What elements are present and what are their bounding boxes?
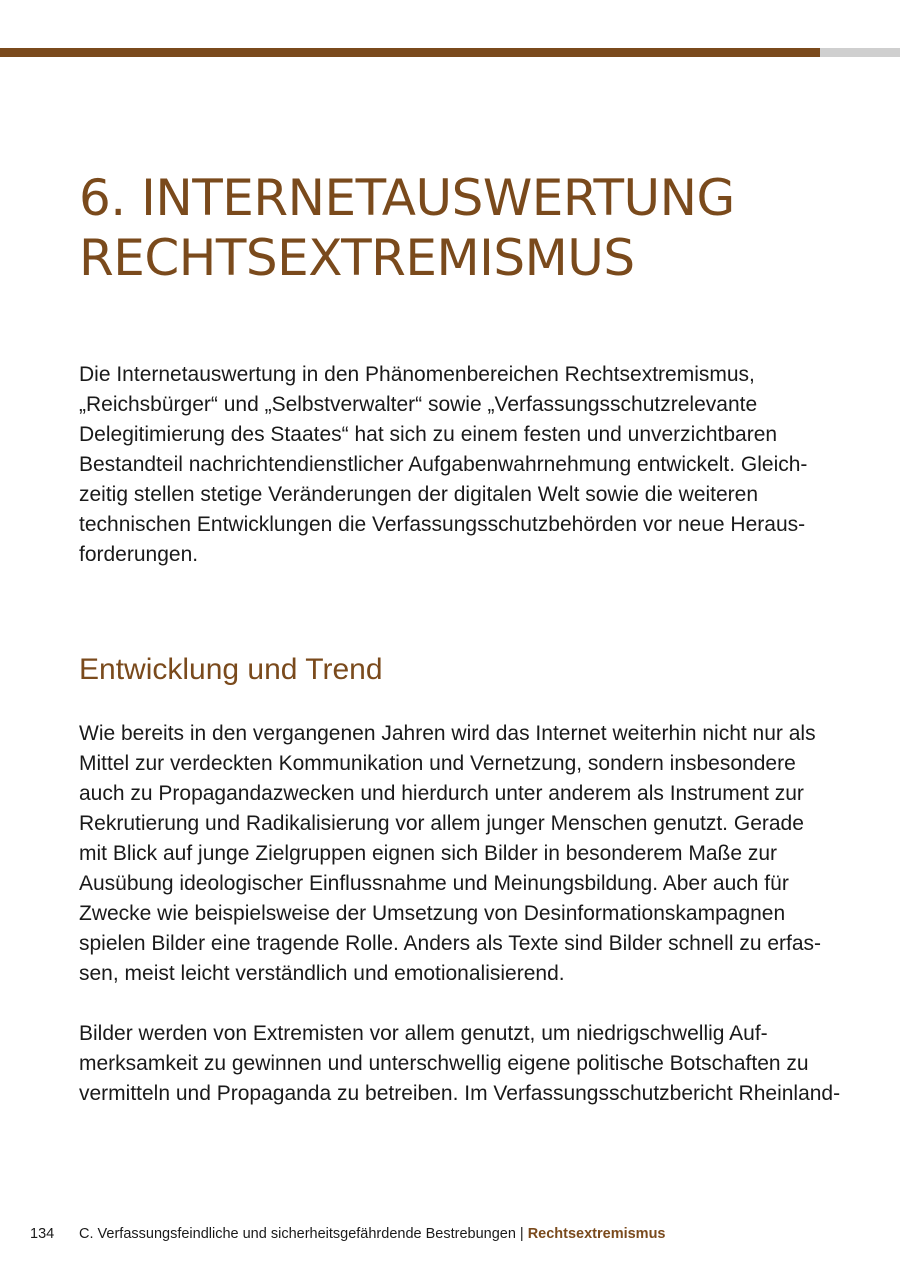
running-head-section: Rechtsextremismus [527, 1226, 666, 1242]
section-heading: Entwicklung und Trend [79, 653, 383, 686]
text-line: forderungen. [79, 543, 199, 566]
text-line: technischen Entwicklungen die Verfassungsschutzbehörden vor neue Heraus- [79, 513, 806, 536]
text-line: Wie bereits in den vergangenen Jahren wird das Internet weiterhin nicht nur als [79, 722, 816, 745]
intro-paragraph [79, 360, 807, 570]
page-title [79, 168, 839, 288]
body-paragraph-1 [79, 719, 821, 989]
text-line: Delegitimierung des Staates“ hat sich zu einem festen und unverzichtbaren [79, 423, 778, 446]
text-line: merksamkeit zu gewinnen und unterschwellig eigene politische Botschaften zu [79, 1052, 809, 1075]
text-line: „Reichsbürger“ und „Selbstverwalter“ sowie „Verfassungsschutzrelevante [79, 393, 758, 416]
text-line: Mittel zur verdeckten Kommunikation und Vernetzung, sondern insbesondere [79, 752, 796, 775]
running-head-chapter: C. Verfassungsfeindliche und sicherheitsgefährdende Bestrebungen [79, 1226, 516, 1242]
text-line: auch zu Propagandazwecken und hierdurch unter anderem als Instrument zur [79, 782, 804, 805]
page-footer [0, 1222, 900, 1246]
text-line: mit Blick auf junge Zielgruppen eignen sich Bilder in besonderem Maße zur [79, 842, 778, 865]
text-line: Die Internetauswertung in den Phänomenbereichen Rechtsextremismus, [79, 363, 755, 386]
top-rule [0, 48, 900, 57]
text-line: sen, meist leicht verständlich und emotionalisierend. [79, 962, 565, 985]
text-line: Ausübung ideologischer Einflussnahme und Meinungsbildung. Aber auch für [79, 872, 789, 895]
top-rule-grey [820, 48, 900, 57]
body-paragraph-2 [79, 1019, 840, 1109]
page-title-line: RECHTSEXTREMISMUS [79, 229, 635, 287]
running-head-separator: | [519, 1226, 524, 1242]
text-line: zeitig stellen stetige Veränderungen der digitalen Welt sowie die weiteren [79, 483, 759, 506]
text-line: Bestandteil nachrichtendienstlicher Aufgabenwahrnehmung entwickelt. Gleich- [79, 453, 808, 476]
text-line: Zwecke wie beispielsweise der Umsetzung von Desinformationskampagnen [79, 902, 786, 925]
page-title-line: 6. INTERNETAUSWERTUNG [79, 169, 735, 227]
text-line: vermitteln und Propaganda zu betreiben. Im Verfassungsschutzbericht Rheinland- [79, 1082, 841, 1105]
running-head [79, 1222, 666, 1246]
text-line: Bilder werden von Extremisten vor allem genutzt, um niedrigschwellig Auf- [79, 1022, 768, 1045]
text-line: spielen Bilder eine tragende Rolle. Anders als Texte sind Bilder schnell zu erfas- [79, 932, 822, 955]
page-number: 134 [30, 1226, 55, 1242]
text-line: Rekrutierung und Radikalisierung vor allem junger Menschen genutzt. Gerade [79, 812, 804, 835]
top-rule-accent [0, 48, 820, 57]
